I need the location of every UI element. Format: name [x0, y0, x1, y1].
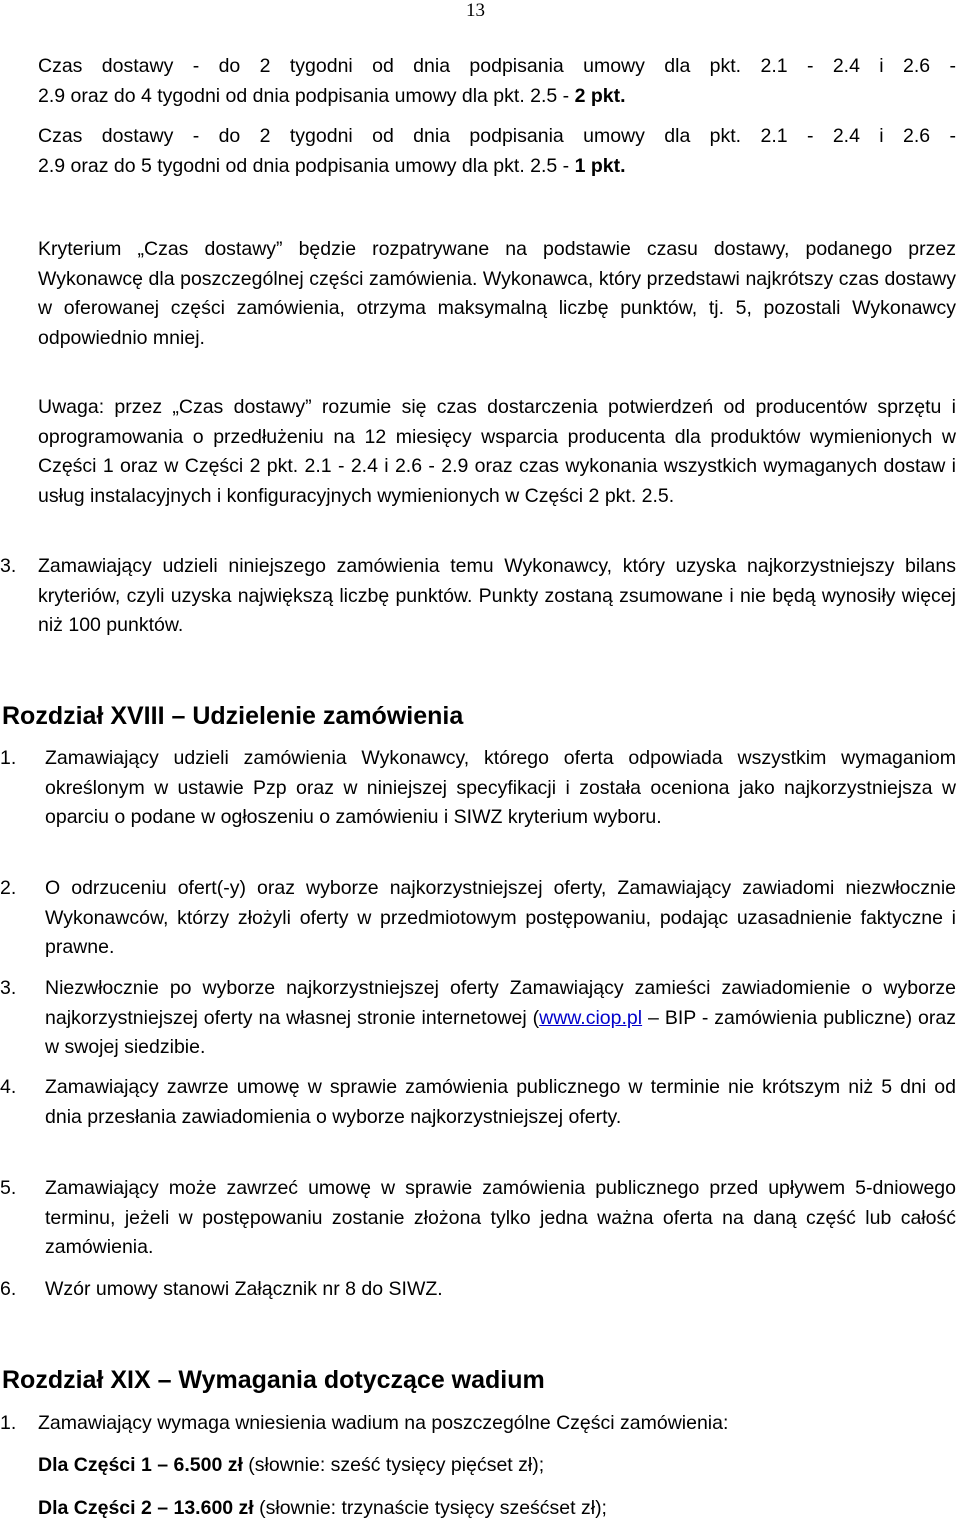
- wadium-words: (słownie: trzynaście tysięcy sześćset zł);: [253, 1497, 607, 1519]
- delivery-points: 2 pkt.: [574, 84, 626, 107]
- list-number: 5.: [0, 1177, 17, 1199]
- list-text: Zamawiający wymaga wniesienia wadium na poszczególne Części zamówienia:: [38, 1412, 729, 1434]
- list-text-part: Niezwłocznie po wyborze najkorzystniejszej oferty Zamawiający zamieści zawiadomienie o wyborze najkorzystniejszej oferty na własnej stronie internetowej (: [45, 977, 956, 1029]
- list-number: 1.: [0, 1412, 17, 1434]
- delivery-option-text: 2.9 oraz do 4 tygodni od dnia podpisania umowy dla pkt. 2.5 -: [38, 84, 575, 107]
- list-text: Zamawiający udzieli niniejszego zamówienia temu Wykonawcy, który uzyska najkorzystniejszy bilans kryteriów, czyli uzyska największą liczbę punktów. Punkty zostaną zsumowane i nie będą wynosiły więcej niż 100 punktów.: [38, 555, 956, 636]
- list-text: Zamawiający zawrze umowę w sprawie zamówienia publicznego w terminie nie krótszym niż 5 dni od dnia przesłania zawiadomienia o wyborze najkorzystniejszej oferty.: [45, 1076, 956, 1128]
- delivery-option-line: Czas dostawy - do 2 tygodni od dnia podpisania umowy dla pkt. 2.1 - 2.4 i 2.6 -: [38, 125, 956, 147]
- wadium-amount: Dla Części 2 – 13.600 zł: [38, 1497, 254, 1519]
- list-text: Zamawiający może zawrzeć umowę w sprawie zamówienia publicznego przed upływem 5-dniowego terminu, jeżeli w postępowaniu zostanie złożona tylko jedna ważna oferta na daną część lub całość zamówienia.: [45, 1177, 956, 1258]
- delivery-option-line: [38, 152, 956, 182]
- list-number: 1.: [0, 747, 17, 769]
- list-number: 4.: [0, 1076, 17, 1098]
- list-text: [45, 974, 956, 1063]
- list-number: 6.: [0, 1278, 17, 1300]
- page-number: 13: [466, 0, 485, 21]
- note-paragraph: Uwaga: przez „Czas dostawy” rozumie się czas dostarczenia potwierdzeń od producentów sprzętu i oprogramowania o przedłużeniu na 12 miesięcy wsparcia producenta dla produktów wymienionych w Części 1 oraz w Części 2 pkt. 2.1 - 2.4 i 2.6 - 2.9 oraz czas wykonania wszystkich wymaganych dostaw i usług instalacyjnych i konfiguracyjnych wymienionych w Części 2 pkt. 2.5.: [38, 396, 956, 507]
- list-text: Wzór umowy stanowi Załącznik nr 8 do SIWZ.: [45, 1278, 443, 1300]
- delivery-option-text: 2.9 oraz do 5 tygodni od dnia podpisania umowy dla pkt. 2.5 -: [38, 154, 575, 177]
- delivery-option-2pkt: [38, 52, 956, 111]
- chapter-19-heading: Rozdział XIX – Wymagania dotyczące wadium: [2, 1366, 545, 1394]
- list-number: 2.: [0, 877, 17, 899]
- list-number: 3.: [0, 555, 17, 577]
- list-text: O odrzuceniu ofert(-y) oraz wyborze najkorzystniejszej oferty, Zamawiający zawiadomi niezwłocznie Wykonawców, którzy złożyli oferty w przedmiotowym postępowaniu, podając uzasadnienie faktyczne i prawne.: [45, 877, 956, 958]
- list-text-part: – BIP - zamówienia publiczne) oraz w swojej siedzibie.: [45, 1006, 956, 1058]
- wadium-words: (słownie: sześć tysięcy pięćset zł);: [242, 1454, 545, 1476]
- wadium-part-2: [38, 1494, 956, 1524]
- wadium-amount: Dla Części 1 – 6.500 zł: [38, 1454, 243, 1476]
- list-number: 3.: [0, 977, 17, 999]
- ciop-link[interactable]: www.ciop.pl: [539, 1006, 643, 1029]
- criterion-paragraph: Kryterium „Czas dostawy” będzie rozpatrywane na podstawie czasu dostawy, podanego przez Wykonawcę dla poszczególnej części zamówienia. Wykonawca, który przedstawi najkrótszy czas dostawy w oferowanej części zamówienia, otrzyma maksymalną liczbę punktów, tj. 5, pozostali Wykonawcy odpowiednio mniej.: [38, 238, 956, 349]
- delivery-points: 1 pkt.: [574, 154, 626, 177]
- chapter-18-heading: Rozdział XVIII – Udzielenie zamówienia: [2, 702, 464, 730]
- delivery-option-1pkt: [38, 122, 956, 181]
- list-text: Zamawiający udzieli zamówienia Wykonawcy, którego oferta odpowiada wszystkim wymaganiom określonym w ustawie Pzp oraz w niniejszej specyfikacji i została oceniona jako najkorzystniejsza w oparciu o podane w ogłoszeniu o zamówieniu i SIWZ kryterium wyboru.: [45, 747, 956, 828]
- delivery-option-line: [38, 82, 956, 112]
- wadium-part-1: [38, 1451, 956, 1481]
- delivery-option-line: Czas dostawy - do 2 tygodni od dnia podpisania umowy dla pkt. 2.1 - 2.4 i 2.6 -: [38, 55, 956, 77]
